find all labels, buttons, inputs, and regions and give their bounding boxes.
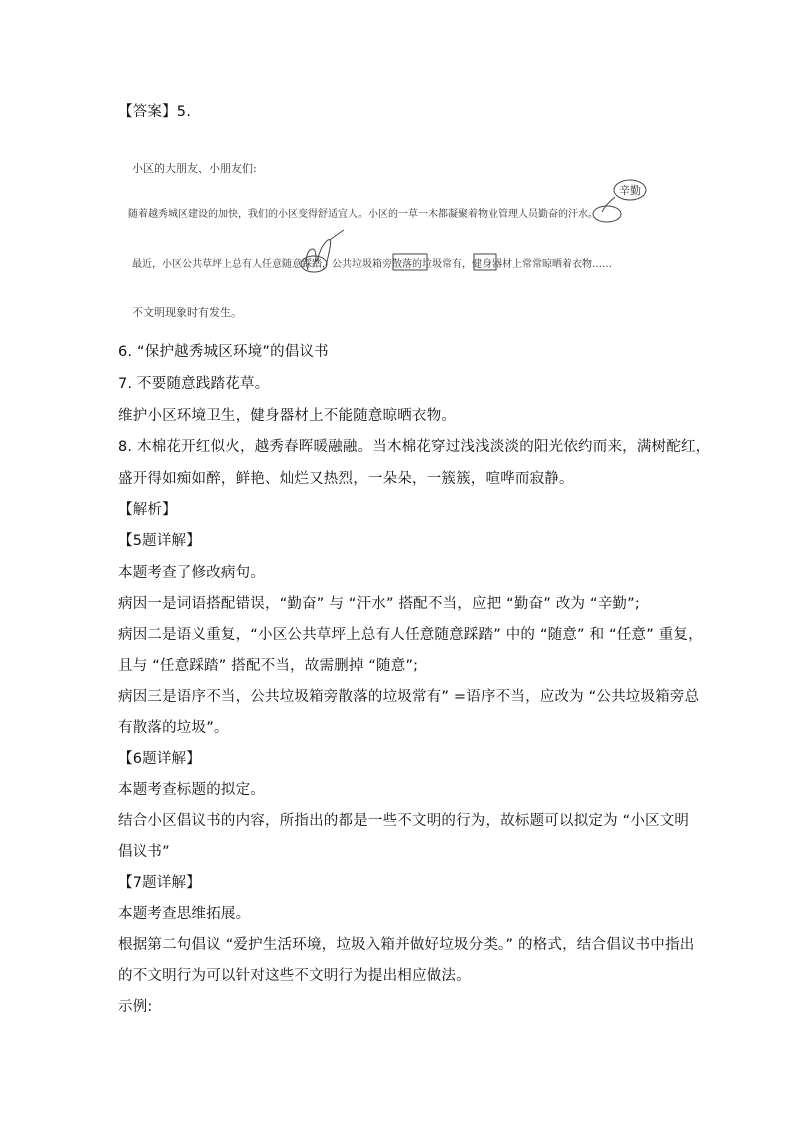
q6-heading: 【6题详解】 (118, 751, 201, 767)
q5-line-6: 有散落的垃圾”。 (118, 720, 229, 736)
figure-greeting: 小区的大朋友、小朋友们: (132, 162, 257, 175)
q7-line-1: 本题考查思维拓展。 (118, 906, 251, 922)
correction-marks (118, 148, 678, 328)
answer-6: 6. “保护越秀城区环境”的倡议书 (118, 344, 329, 360)
q7-line-2: 根据第二句倡议 “爱护生活环境，垃圾入箱并做好垃圾分类。” 的格式，结合倡议书中指出 (118, 937, 695, 953)
figure-paragraph-3: 不文明现象时有发生。 (132, 306, 242, 319)
q7-heading: 【7题详解】 (118, 875, 201, 891)
q5-line-3: 病因二是语义重复，“小区公共草坪上总有人任意随意踩踏” 中的 “随意” 和 “任意” 重复， (118, 627, 703, 643)
q6-line-2: 结合小区倡议书的内容，所指出的都是一些不文明的行为，故标题可以拟定为 “小区文明 (118, 813, 690, 829)
correction-bubble (614, 180, 646, 200)
q6-line-3: 倡议书” (118, 844, 170, 860)
answer-7-cont: 维护小区环境卫生，健身器材上不能随意晾晒衣物。 (118, 408, 457, 424)
figure-paragraph-2: 最近，小区公共草坪上总有人任意随意踩踏，公共垃圾箱旁散落的垃圾常有，健身器材上常常晾晒着衣物…… (132, 259, 612, 270)
correction-word: 辛勤 (619, 184, 641, 197)
circled-word-suiyi (301, 256, 327, 272)
correction-pointer (602, 197, 615, 212)
q5-line-1: 本题考查了修改病句。 (118, 565, 265, 581)
q5-line-4: 且与 “任意踩踏” 搭配不当，故需删掉 “随意”; (118, 658, 419, 674)
answer-8: 8. 木棉花开红似火，越秀春晖暖融融。当木棉花穿过浅浅淡淡的阳光依约而来，满树酡红， (118, 439, 711, 455)
answer-7: 7. 不要随意践踏花草。 (118, 376, 270, 392)
q7-line-3: 的不文明行为可以针对这些不文明行为提出相应做法。 (118, 968, 471, 984)
q5-line-5: 病因三是语序不当，公共垃圾箱旁散落的垃圾常有” =语序不当，应改为 “公共垃圾箱旁总 (118, 689, 700, 705)
correction-figure (118, 148, 678, 328)
answer-8-cont: 盛开得如痴如醉，鲜艳、灿烂又热烈，一朵朵，一簇簇，喧哗而寂静。 (118, 471, 574, 487)
q5-line-2: 病因一是词语搭配错误，“勤奋” 与 “汗水” 搭配不当，应把 “勤奋” 改为 “辛勤”; (118, 596, 640, 612)
figure-paragraph-1: 随着越秀城区建设的加快，我们的小区变得舒适宜人。小区的一草一木都凝聚着物业管理人员勤奋的汗水。 (128, 209, 598, 220)
q6-line-1: 本题考查标题的拟定。 (118, 782, 265, 798)
boxed-phrase-sanluo (393, 254, 427, 270)
circled-word-qinfen (593, 206, 621, 222)
analysis-heading: 【解析】 (118, 502, 177, 518)
example-label: 示例: (118, 999, 153, 1015)
answer-heading: 【答案】5. (118, 104, 192, 120)
deletion-mark-loops (306, 230, 344, 270)
q5-heading: 【5题详解】 (118, 533, 201, 549)
boxed-phrase-changyou (474, 254, 496, 270)
